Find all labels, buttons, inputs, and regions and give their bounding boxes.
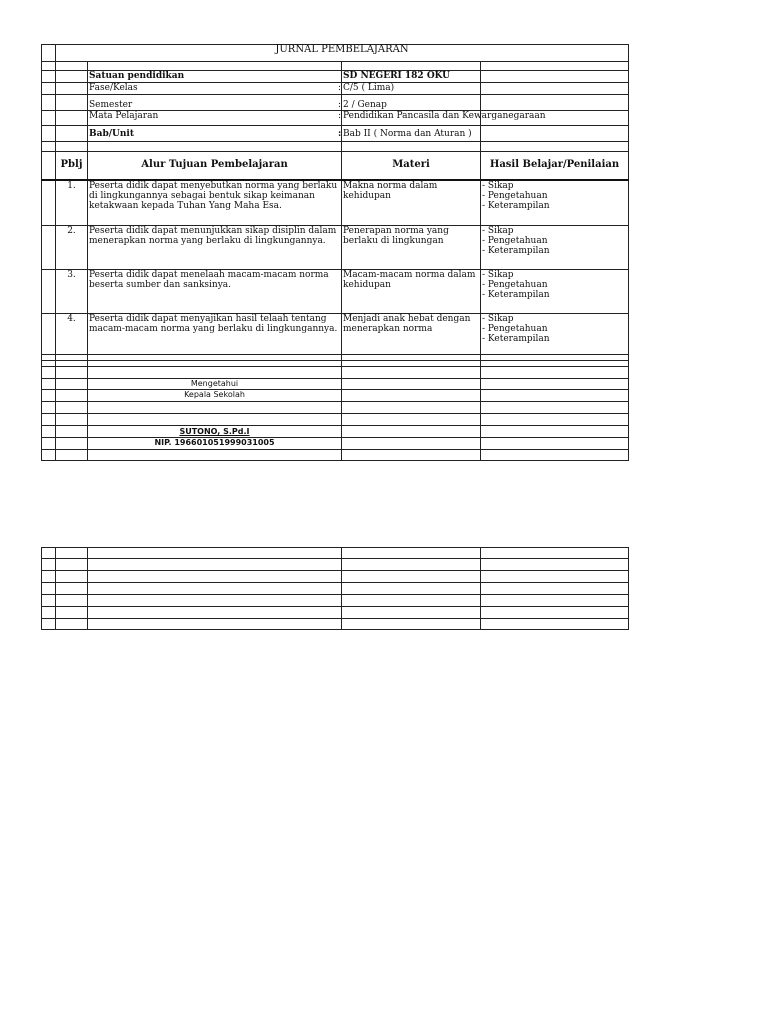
header-materi: Materi — [342, 152, 481, 180]
signature-title: Kepala Sekolah — [88, 390, 342, 402]
row-hasil — [481, 314, 629, 355]
info-sep-semester: : — [338, 100, 342, 110]
info-value-fase: C/5 ( Lima) — [343, 83, 395, 93]
info-label-satuan: Satuan pendidikan — [88, 71, 342, 83]
info-row-fase — [42, 83, 629, 95]
hasil-item: - Keterampilan — [482, 246, 550, 256]
signature-row-name — [42, 426, 629, 438]
info-row-mapel — [42, 111, 629, 126]
row-number: 1. — [56, 180, 88, 226]
row-number: 2. — [56, 226, 88, 270]
info-value-mapel: Pendidikan Pancasila dan Kewarganegaraan — [343, 111, 546, 121]
hasil-item: - Keterampilan — [482, 290, 550, 300]
row-materi: Makna norma dalam kehidupan — [342, 180, 481, 226]
row-materi: Macam-macam norma dalam kehidupan — [342, 270, 481, 314]
signature-nip: NIP. 196601051999031005 — [88, 438, 342, 450]
info-label-bab: Bab/Unit — [88, 126, 342, 142]
grid-row — [42, 559, 629, 571]
signature-name: SUTONO, S.Pd.I — [88, 426, 342, 438]
row-materi: Menjadi anak hebat dengan menerapkan norma — [342, 314, 481, 355]
hasil-item: - Keterampilan — [482, 200, 550, 211]
info-label-semester: Semester — [88, 95, 342, 111]
row-alur: Peserta didik dapat menunjukkan sikap disiplin dalam menerapkan norma yang berlaku di lingkungannya. — [88, 226, 342, 270]
info-label-mapel: Mata Pelajaran — [88, 111, 342, 126]
hasil-item: - Pengetahuan — [482, 324, 548, 334]
grid-row — [42, 571, 629, 583]
journal-table — [41, 44, 629, 461]
info-label-fase: Fase/Kelas — [88, 83, 342, 95]
info-sep-fase: : — [338, 83, 342, 93]
row-alur: Peserta didik dapat menyebutkan norma yang berlaku di lingkungannya sebagai bentuk sikap keimanan ketakwaan kepada Tuhan Yang Maha Esa. — [88, 180, 342, 226]
grid-row — [42, 583, 629, 595]
empty-grid-table — [41, 547, 629, 630]
row-hasil — [481, 270, 629, 314]
hasil-item: - Sikap — [482, 180, 514, 191]
row-number: 3. — [56, 270, 88, 314]
hasil-item: - Sikap — [482, 226, 514, 236]
hasil-item: - Keterampilan — [482, 334, 550, 344]
row-hasil — [481, 226, 629, 270]
signature-row-1 — [42, 379, 629, 390]
journal-title: JURNAL PEMBELAJARAN — [56, 45, 629, 62]
header-alur: Alur Tujuan Pembelajaran — [88, 152, 342, 180]
table-row — [42, 270, 629, 314]
row-materi: Penerapan norma yang berlaku di lingkungan — [342, 226, 481, 270]
info-value-bab: Bab II ( Norma dan Aturan ) — [343, 128, 472, 139]
table-row — [42, 180, 629, 226]
grid-row — [42, 619, 629, 630]
row-hasil — [481, 180, 629, 226]
hasil-item: - Pengetahuan — [482, 190, 548, 201]
grid-row — [42, 595, 629, 607]
header-row — [42, 152, 629, 180]
signature-mengetahui: Mengetahui — [88, 379, 342, 390]
table-row — [42, 314, 629, 355]
title-row — [42, 45, 629, 62]
info-row-bab — [42, 126, 629, 142]
hasil-item: - Pengetahuan — [482, 236, 548, 246]
row-alur: Peserta didik dapat menyajikan hasil telaah tentang macam-macam norma yang berlaku di lingkungannya. — [88, 314, 342, 355]
row-alur: Peserta didik dapat menelaah macam-macam norma beserta sumber dan sanksinya. — [88, 270, 342, 314]
info-row-semester — [42, 95, 629, 111]
hasil-item: - Sikap — [482, 314, 514, 324]
signature-row-nip — [42, 438, 629, 450]
grid-row — [42, 607, 629, 619]
table-row — [42, 226, 629, 270]
info-value-satuan: SD NEGERI 182 OKU — [342, 71, 481, 83]
info-sep-mapel: : — [338, 111, 342, 121]
header-pblj: Pblj — [56, 152, 88, 180]
grid-row — [42, 548, 629, 559]
info-row-satuan — [42, 71, 629, 83]
info-sep-bab: : — [338, 129, 342, 139]
header-hasil: Hasil Belajar/Penilaian — [481, 152, 629, 180]
hasil-item: - Sikap — [482, 270, 514, 280]
hasil-item: - Pengetahuan — [482, 280, 548, 290]
row-number: 4. — [56, 314, 88, 355]
signature-row-2 — [42, 390, 629, 402]
info-value-semester: 2 / Genap — [343, 100, 387, 110]
